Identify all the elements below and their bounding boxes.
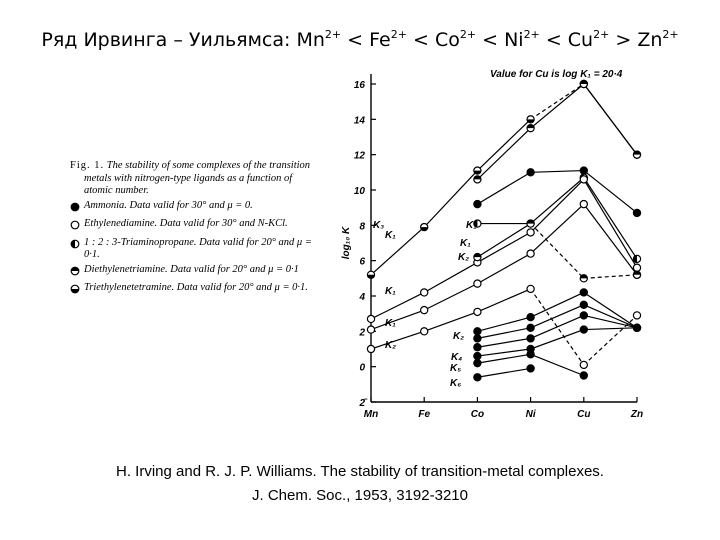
data-point	[474, 254, 481, 261]
series-segment	[371, 331, 424, 349]
series-segment	[584, 204, 637, 275]
series-line	[367, 80, 640, 278]
series-segment	[531, 224, 584, 279]
data-point	[474, 352, 481, 359]
data-point	[633, 151, 640, 158]
data-point	[527, 250, 534, 257]
series-segment	[584, 179, 637, 267]
data-point	[421, 328, 428, 335]
line-label: K₂	[458, 252, 470, 263]
data-point	[474, 167, 481, 174]
data-point	[367, 326, 374, 333]
series-segment	[531, 305, 584, 328]
y-tick-label: 6	[359, 256, 365, 268]
citation-line2: J. Chem. Soc., 1953, 3192-3210	[252, 487, 468, 504]
data-point	[474, 335, 481, 342]
line-label: K₃	[373, 220, 385, 231]
data-point	[580, 167, 587, 174]
series-segment	[531, 179, 584, 232]
y-tick-label: 10	[353, 186, 365, 197]
chart-annotation: Value for Cu is log K₁ = 20·4	[490, 69, 623, 80]
data-point	[527, 335, 534, 342]
data-point	[580, 312, 587, 319]
series-segment	[584, 178, 637, 259]
legend-item-text: Ethylenediamine. Data valid for 30° and N-KCl.	[84, 218, 288, 229]
title-ion-ni: $Ni^{2+}$ <	[504, 28, 568, 51]
line-label: K₅	[450, 363, 462, 374]
series-segment	[371, 227, 424, 275]
data-point	[580, 372, 587, 379]
data-point	[633, 209, 640, 216]
title-ion-mn: $Mn^{2+}$ <	[296, 28, 370, 51]
series-segment	[531, 84, 584, 128]
data-point	[474, 344, 481, 351]
series-segment	[531, 204, 584, 253]
data-point	[527, 229, 534, 236]
data-point	[527, 169, 534, 176]
series-segment	[477, 368, 530, 377]
data-point	[367, 345, 374, 352]
y-tick-label: 14	[353, 115, 365, 127]
data-point	[474, 328, 481, 335]
data-point	[367, 271, 374, 278]
legend-item-text: Ammonia. Data valid for 30° and μ = 0.	[84, 199, 253, 211]
y-tick-label: 2̄	[359, 398, 365, 409]
series-segment	[424, 171, 477, 228]
legend-item-text: 1 : 2 : 3-Triaminopropane. Data valid for 20° and μ = 0·1.	[84, 236, 312, 260]
series-segment	[424, 312, 477, 331]
y-tick-label: 8	[359, 221, 365, 233]
series-segment	[477, 128, 530, 179]
series-line	[474, 312, 641, 351]
y-tick-label: 2	[359, 327, 365, 339]
data-point	[580, 80, 587, 87]
x-tick-label: Ni	[525, 409, 536, 420]
citation-line1: H. Irving and R. J. P. Williams. The stability of transition-metal complexes.	[116, 463, 604, 480]
data-point	[527, 285, 534, 292]
series-line	[474, 167, 641, 217]
series-segment	[531, 292, 584, 317]
line-label: K₁	[385, 286, 396, 297]
series-segment	[371, 310, 424, 329]
data-point	[474, 280, 481, 287]
series-segment	[531, 354, 584, 375]
legend-item-text: Diethylenetriamine. Data valid for 20° and μ = 0·1	[84, 263, 299, 275]
data-point	[421, 307, 428, 314]
y-tick-label: 16	[353, 80, 365, 91]
data-point	[580, 289, 587, 296]
data-point	[527, 324, 534, 331]
data-point	[421, 289, 428, 296]
series-segment	[477, 224, 530, 258]
series-segment	[477, 119, 530, 170]
data-point	[474, 201, 481, 208]
data-point	[580, 361, 587, 368]
series-segment	[477, 338, 530, 347]
series-segment	[531, 171, 584, 173]
data-point	[527, 116, 534, 123]
series-segment	[584, 315, 637, 327]
data-point	[633, 255, 640, 262]
data-point	[527, 365, 534, 372]
series-segment	[477, 172, 530, 204]
series-segment	[477, 289, 530, 312]
title-ion-zn: $Zn^{2+}$	[637, 28, 679, 51]
title-ion-cu: $Cu^{2+}$ >	[567, 28, 638, 51]
line-label: K₁	[460, 238, 471, 249]
figure-caption-label: Fig. 1.	[70, 160, 105, 171]
line-label: K₁	[385, 318, 396, 329]
line-label: K₄	[451, 352, 463, 363]
x-tick-label: Zn	[630, 409, 644, 420]
data-point	[580, 275, 587, 282]
citation	[0, 460, 720, 508]
data-point	[421, 224, 428, 231]
data-point	[633, 312, 640, 319]
data-point	[580, 326, 587, 333]
x-tick-label: Co	[470, 409, 485, 420]
series-line	[474, 174, 641, 262]
series-line	[474, 324, 641, 359]
data-point	[474, 360, 481, 367]
series-segment	[531, 330, 584, 349]
data-point	[474, 374, 481, 381]
line-label: K₂	[385, 340, 397, 351]
data-point	[633, 264, 640, 271]
data-point	[633, 324, 640, 331]
title-ion-fe: $Fe^{2+}$ <	[369, 28, 435, 51]
line-label: K₂	[453, 331, 465, 342]
series-segment	[477, 354, 530, 363]
legend-item-text: Triethylenetetramine. Data valid for 20° and μ = 0·1.	[84, 282, 308, 293]
data-point	[527, 351, 534, 358]
data-point	[580, 201, 587, 208]
series-segment	[477, 349, 530, 356]
series-segment	[584, 292, 637, 327]
x-tick-label: Mn	[363, 409, 379, 420]
data-point	[633, 271, 640, 278]
y-tick-label: 0	[359, 362, 365, 374]
series-line	[474, 80, 641, 183]
x-tick-label: Fe	[418, 409, 431, 420]
data-point	[474, 308, 481, 315]
x-tick-label: Cu	[577, 409, 591, 420]
data-point	[474, 176, 481, 183]
series-segment	[584, 305, 637, 328]
line-label: K₆	[450, 378, 462, 389]
line-label: K₁	[385, 230, 396, 241]
title-prefix: Ряд Ирвинга – Уильямса:	[41, 29, 297, 51]
series-segment	[584, 84, 637, 155]
y-axis-label: log₁₀ K	[341, 226, 352, 260]
data-point	[580, 176, 587, 183]
series-segment	[584, 275, 637, 279]
series-line	[367, 201, 640, 334]
series-line	[474, 365, 534, 381]
series-segment	[531, 315, 584, 338]
series-segment	[371, 292, 424, 319]
data-point	[527, 125, 534, 132]
data-point	[527, 314, 534, 321]
data-point	[367, 315, 374, 322]
title-ion-co: $Co^{2+}$ <	[434, 28, 505, 51]
line-label: K₁	[466, 220, 477, 231]
data-point	[580, 301, 587, 308]
series-segment	[531, 84, 584, 119]
data-point	[527, 220, 534, 227]
series-line	[367, 285, 640, 368]
y-tick-label: 12	[353, 150, 365, 162]
series-segment	[531, 178, 584, 224]
figure-caption-text: The stability of some complexes of the transition metals with nitrogen-type ligands as a function of atomic number.	[84, 160, 311, 196]
y-tick-label: 4	[359, 292, 365, 303]
series-segment	[584, 328, 637, 330]
